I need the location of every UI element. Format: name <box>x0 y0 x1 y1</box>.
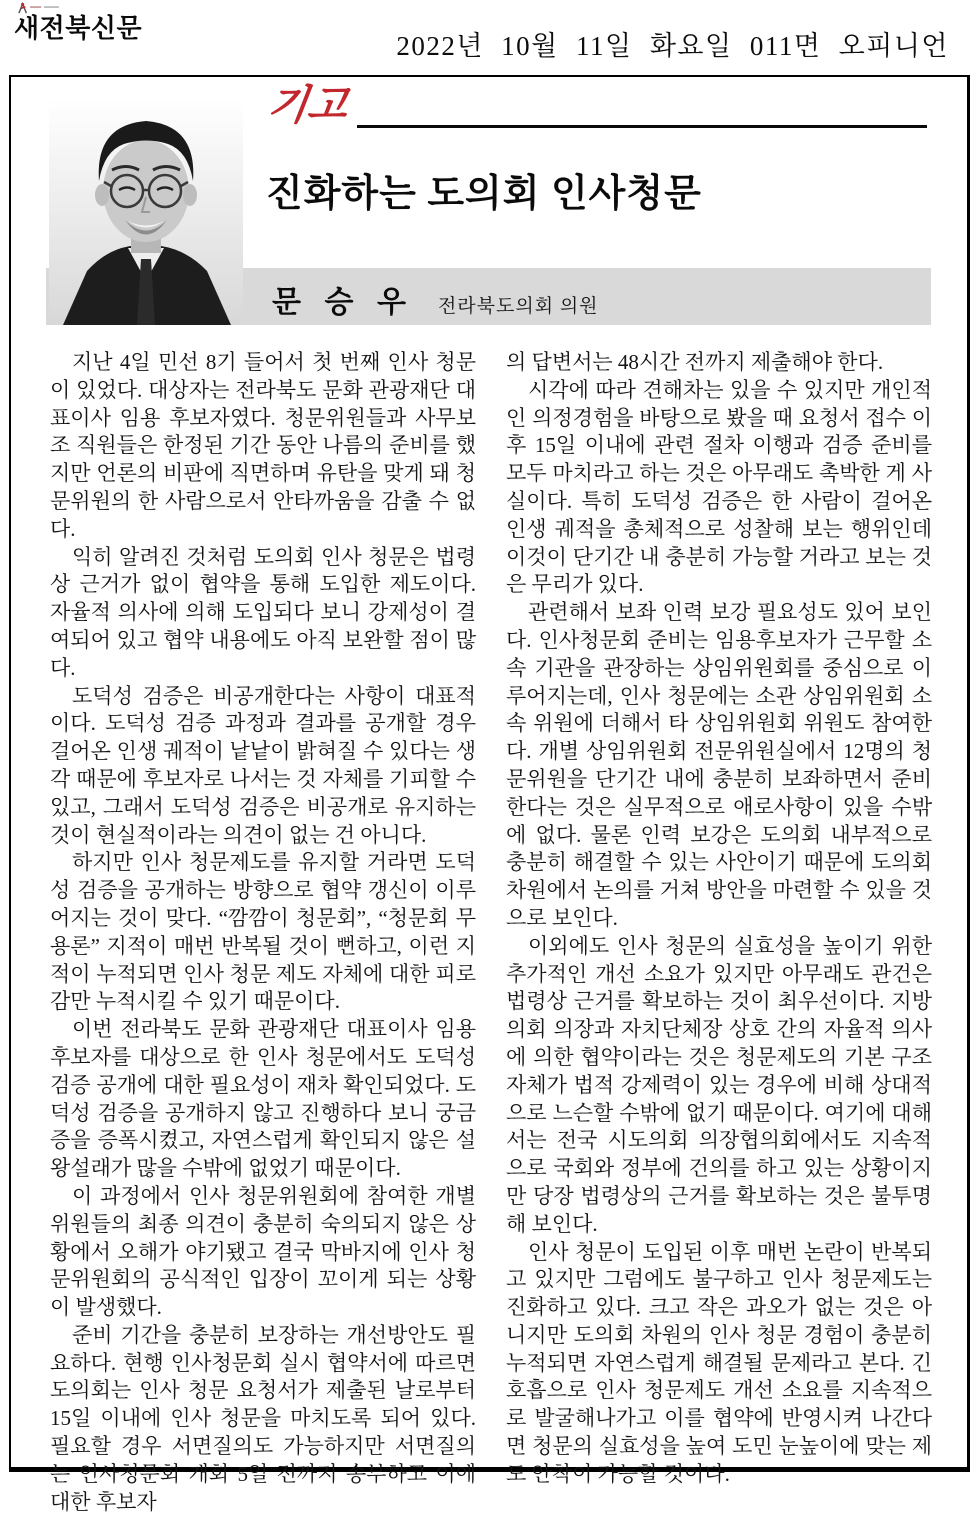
article-paragraph: 하지만 인사 청문제도를 유지할 거라면 도덕성 검증을 공개하는 방향으로 협약 갱신이 이루어지는 것이 맞다. “깜깜이 청문회”, “청문회 무용론” 지적이 매번 반복될 것이 뻔하고, 이런 지적이 누적되면 인사 청문 제도 자체에 대한 피로감만 누적시킬 수 있기 때문이다. <box>50 850 476 1014</box>
author-role: 전라북도의회 의원 <box>437 296 599 317</box>
article-paragraph: 관련해서 보좌 인력 보강 필요성도 있어 보인다. 인사청문회 준비는 임용후보자가 근무할 소속 기관을 관장하는 상임위원회를 중심으로 이루어지는데, 인사 청문에는 소관 상임위원회 소속 위원에 더해서 타 상임위원회 위원도 참여한다. 개별 상임위원회 전문위원실에서 12명의 청문위원을 단기간 내에 충분히 보좌하면서 준비한다는 것은 실무적으로 애로사항이 있을 수밖에 없다. 물론 인력 보강은 도의회 내부적으로 충분히 해결할 수 있는 사안이기 때문에 도의회 차원에서 논의를 거쳐 방안을 마련할 수 있을 것으로 보인다. <box>506 600 932 930</box>
article-body <box>50 349 932 1516</box>
section-label: 기고 <box>264 82 351 128</box>
dateline: 2022년 10월 11일 화요일 011면 오피니언 <box>396 31 949 61</box>
author-name: 문 승 우 <box>272 286 414 319</box>
article-paragraph: 이번 전라북도 문화 관광재단 대표이사 임용 후보자를 대상으로 한 인사 청문에서도 도덕성 검증 공개에 대한 필요성이 재차 확인되었다. 도덕성 검증을 공개하지 않고 진행하다 보니 궁금증을 증폭시켰고, 자연스럽게 확인되지 않은 설왕설래가 많을 수밖에 없었기 때문이다. <box>50 1017 476 1181</box>
section-rule <box>357 125 927 128</box>
masthead <box>14 2 142 41</box>
article-paragraph: 인사 청문이 도입된 이후 매번 논란이 반복되고 있지만 그럼에도 불구하고 인사 청문제도는 진화하고 있다. 크고 작은 과오가 없는 것은 아니지만 도의회 차원의 인사 청문 경험이 충분히 누적되면 자연스럽게 해결될 문제라고 본다. 긴 호흡으로 인사 청문제도 개선 소요를 지속적으로 발굴해나가고 이를 협약에 반영시켜 나간다면 청문의 실효성을 높여 도민 눈높이에 맞는 제도 안착이 가능할 것이다. <box>506 1239 932 1486</box>
article-paragraph: 이 과정에서 인사 청문위원회에 참여한 개별 위원들의 최종 의견이 충분히 숙의되지 않은 상황에서 오해가 야기됐고 결국 막바지에 인사 청문위원회의 공식적인 입장이 꼬이게 되는 상황이 발생했다. <box>50 1183 476 1320</box>
article-paragraph: 익히 알려진 것처럼 도의회 인사 청문은 법령상 근거가 없이 협약을 통해 도입한 제도이다. 자율적 의사에 의해 도입되다 보니 강제성이 결여되어 있고 협약 내용에도 아직 보완할 점이 많다. <box>50 544 476 680</box>
article-paragraph: 시각에 따라 견해차는 있을 수 있지만 개인적인 의정경험을 바탕으로 봤을 때 요청서 접수 이후 15일 이내에 관련 절차 이행과 검증 준비를 모두 마치라고 하는 것은 아무래도 촉박한 게 사실이다. 특히 도덕성 검증은 한 사람이 걸어온 인생 궤적을 총체적으로 성찰해 보는 행위인데 이것이 단기간 내 충분히 가능할 거라고 보는 것은 무리가 있다. <box>506 377 932 597</box>
article-paragraph: 지난 4일 민선 8기 들어서 첫 번째 인사 청문이 있었다. 대상자는 전라북도 문화 관광재단 대표이사 임용 후보자였다. 청문위원들과 사무보조 직원들은 한정된 기간 동안 나름의 준비를 했지만 언론의 비판에 직면하며 유탄을 맞게 돼 청문위원의 한 사람으로서 안타까움을 감출 수 없다. <box>50 350 476 541</box>
article-column-left <box>50 349 476 1516</box>
newspaper-logo: 새전북신문 <box>14 13 143 43</box>
author-photo <box>49 99 243 325</box>
article-frame <box>9 75 970 1514</box>
article-paragraph: 이외에도 인사 청문의 실효성을 높이기 위한 추가적인 개선 소요가 있지만 아무래도 관건은 법령상 근거를 확보하는 것이 최우선이다. 지방의회 의장과 자치단체장 상호 간의 자율적 의사에 의한 협약이라는 것은 청문제도의 기본 구조 자체가 법적 강제력이 있는 경우에 비해 상대적으로 느슨할 수밖에 없기 때문이다. 여기에 대해서는 전국 시도의회 의장협의회에서도 지속적으로 국회와 정부에 건의를 하고 있는 상황이지만 당장 법령상의 근거를 확보하는 것은 불투명해 보인다. <box>506 933 932 1236</box>
article-paragraph: 의 답변서는 48시간 전까지 제출해야 한다. <box>506 350 884 374</box>
article-paragraph: 준비 기간을 충분히 보장하는 개선방안도 필요하다. 현행 인사청문회 실시 협약서에 따르면 도의회는 인사 청문 요청서가 제출된 날로부터 15일 이내에 인사 청문을 마치도록 되어 있다. 필요할 경우 서면질의도 가능하지만 서면질의는 인사청문회 개회 5일 전까지 송부하고 이에 대한 후보자 <box>50 1322 476 1514</box>
article-paragraph: 도덕성 검증은 비공개한다는 사항이 대표적이다. 도덕성 검증 과정과 결과를 공개할 경우 걸어온 인생 궤적이 낱낱이 밝혀질 수 있다는 생각 때문에 후보자로 나서는 것 자체를 기피할 수 있고, 그래서 도덕성 검증은 비공개로 유지하는 것이 현실적이라는 의견이 없는 건 아니다. <box>50 683 476 847</box>
article-title: 진화하는 도의회 인사청문 <box>266 173 702 215</box>
author-row <box>272 277 599 321</box>
article-column-right <box>506 349 932 1516</box>
